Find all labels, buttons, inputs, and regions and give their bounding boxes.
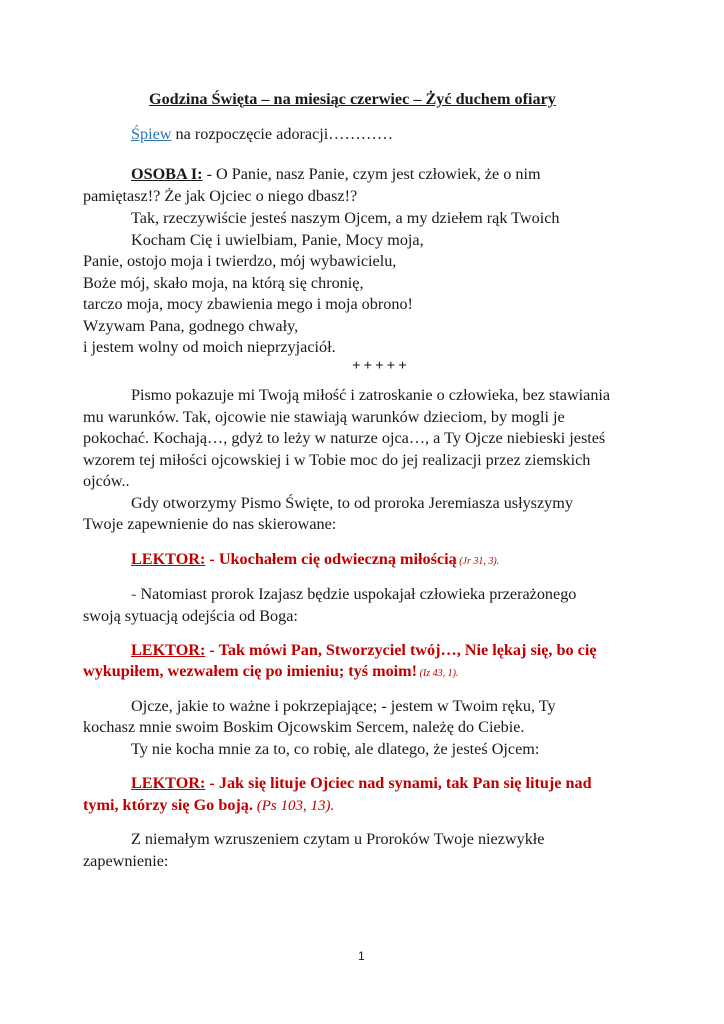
paragraph-line-3: pokochać. Kochają…, gdyż to leży w naturze ojca…, a Ty Ojcze niebieski jesteś [83, 429, 606, 447]
page-number: 1 [358, 949, 365, 963]
ojcze-line-2: kochasz mnie swoim Boskim Ojcowskim Sercem, należę do Ciebie. [83, 718, 525, 736]
song-text: na rozpoczęcie adoracji………… [171, 125, 394, 143]
prayer-line-7: i jestem wolny od moich nieprzyjaciół. [83, 338, 336, 356]
ojcze-line-3: Ty nie kocha mnie za to, co robię, ale dlatego, że jesteś Ojcem: [131, 740, 540, 758]
scripture-ref: (Ps 103, 13). [252, 798, 335, 814]
lektor-label: LEKTOR: [131, 774, 206, 792]
osoba-line-2: pamiętasz!? Że jak Ojciec o niego dbasz!? [83, 187, 358, 205]
lektor-3-line-2 [83, 795, 334, 817]
prayer-line-1: Tak, rzeczywiście jesteś naszym Ojcem, a my dziełem rąk Twoich [131, 209, 560, 227]
prayer-line-4: Boże mój, skało moja, na którą się chronię, [83, 274, 364, 292]
closing-line-2: zapewnienie: [83, 852, 169, 870]
prayer-line-3: Panie, ostojo moja i twierdzo, mój wybawicielu, [83, 252, 397, 270]
scripture-ref: (Iz 43, 1). [417, 668, 459, 679]
osoba-text: - O Panie, nasz Panie, czym jest człowiek, że o nim [202, 165, 541, 183]
lektor-text: tymi, którzy się Go boją. [83, 796, 253, 814]
song-label: Śpiew [131, 125, 172, 143]
scripture-ref: (Jr 31, 3). [456, 556, 500, 567]
izajasz-line-2: swoją sytuacją odejścia od Boga: [83, 607, 298, 625]
lektor-label: LEKTOR: [131, 641, 206, 659]
prayer-line-6: Wzywam Pana, godnego chwały, [83, 317, 299, 335]
lektor-text: - Jak się lituje Ojciec nad synami, tak Pan się lituje nad [205, 774, 592, 792]
separator: +++++ [352, 358, 410, 374]
paragraph-line-2: mu warunków. Tak, ojcowie nie stawiają warunków dzieciom, by mogli je [83, 408, 565, 426]
paragraph-line-4: wzorem tej miłości ojcowskiej i w Tobie moc do jej realizacji przez ziemskich [83, 451, 591, 469]
lektor-text: wykupiłem, wezwałem cię po imieniu; tyś moim! [83, 662, 418, 680]
paragraph-line-6: Gdy otworzymy Pismo Święte, to od proroka Jeremiasza usłyszymy [131, 494, 573, 512]
lektor-label: LEKTOR: [131, 550, 206, 568]
lektor-text: - Tak mówi Pan, Stworzyciel twój…, Nie lękaj się, bo cię [205, 641, 597, 659]
paragraph-line-5: ojców.. [83, 472, 130, 490]
dash-mark: - [131, 585, 137, 603]
ojcze-line-1: Ojcze, jakie to ważne i pokrzepiające; - jestem w Twoim ręku, Ty [131, 697, 556, 715]
lektor-2-line-2 [83, 661, 458, 684]
izajasz-line-1 [131, 584, 576, 605]
osoba-line-1 [131, 164, 541, 185]
lektor-2-line-1 [131, 640, 597, 661]
song-line [131, 124, 393, 145]
osoba-label: OSOBA I: [131, 165, 203, 183]
document-title: Godzina Święta – na miesiąc czerwiec – Żyć duchem ofiary [149, 90, 556, 108]
paragraph-line-1: Pismo pokazuje mi Twoją miłość i zatroskanie o człowieka, bez stawiania [131, 386, 611, 404]
izajasz-text: Natomiast prorok Izajasz będzie uspokajał człowieka przerażonego [136, 585, 577, 603]
lektor-1 [131, 549, 499, 572]
paragraph-line-7: Twoje zapewnienie do nas skierowane: [83, 515, 337, 533]
prayer-line-2: Kocham Cię i uwielbiam, Panie, Mocy moja, [131, 231, 424, 249]
lektor-text: - Ukochałem cię odwieczną miłością [205, 550, 457, 568]
closing-line-1: Z niemałym wzruszeniem czytam u Proroków Twoje niezwykłe [131, 830, 545, 848]
lektor-3-line-1 [131, 773, 592, 794]
prayer-line-5: tarczo moja, mocy zbawienia mego i moja obrono! [83, 295, 413, 313]
